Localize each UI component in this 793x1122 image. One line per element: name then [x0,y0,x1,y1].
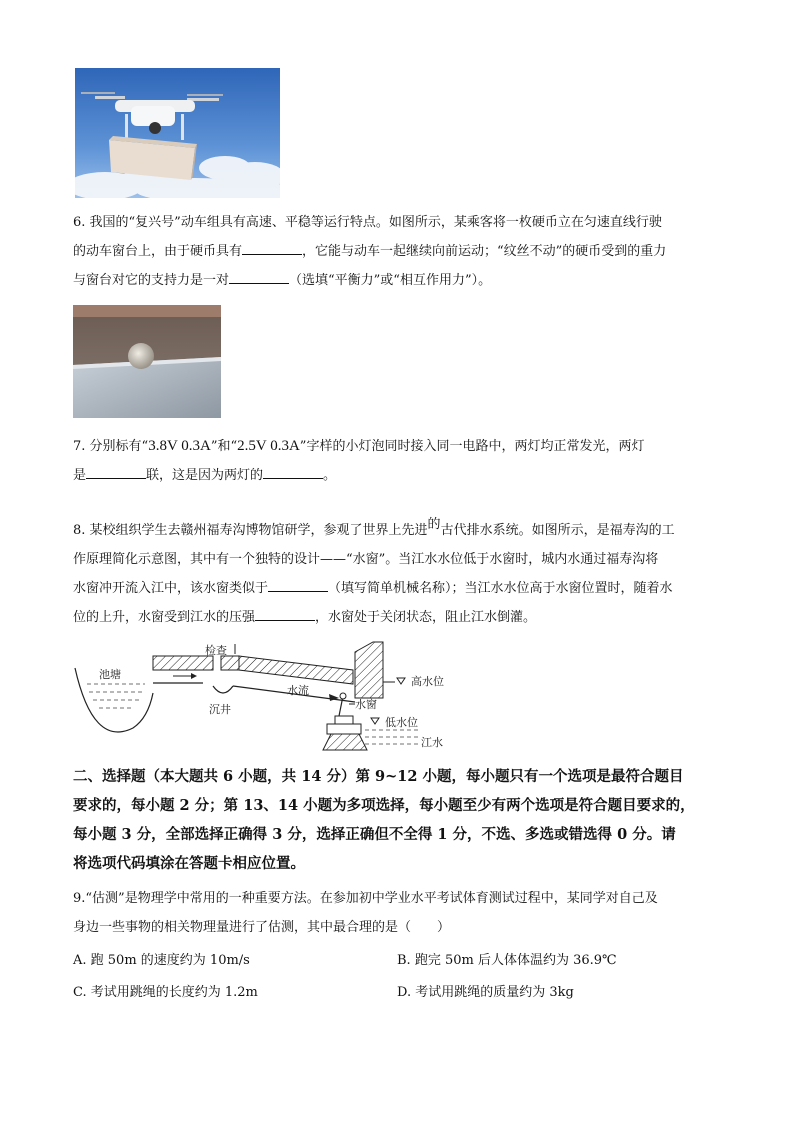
option-d[interactable]: D. 考试用跳绳的质量约为 3kg [397,985,574,1000]
coin-photo [73,305,221,418]
answer-blank[interactable] [263,464,323,479]
section-2-line-1: 二、选择题（本大题共 6 小题，共 14 分）第 9~12 小题，每小题只有一个选项是最符合题目 [73,768,684,785]
drone-photo [75,68,280,198]
q8-text: （填写简单机械名称）；当江水水位高于水窗位置时，随着水 [328,581,673,596]
q7-line-2 [73,461,723,490]
q8-line-1 [73,510,723,545]
section-2-line-4: 将选项代码填涂在答题卡相应位置。 [73,855,305,872]
q6-line-2 [73,237,723,266]
lamp-spec-2: 2.5V 0.3A [237,438,300,454]
section-2-line-2: 要求的，每小题 2 分；第 13、14 小题为多项选择，每小题至少有两个选项是符合题目要求的， [73,797,695,814]
q6-text: ，它能与动车一起继续向前运动；“纹丝不动”的硬币受到的重力 [302,244,667,259]
answer-blank[interactable] [255,606,315,621]
section-2-instructions [73,762,733,878]
answer-blank[interactable] [229,269,289,284]
river-label: 江水 [421,736,443,749]
q6-text: 与窗台对它的支持力是一对 [73,273,230,288]
low-level-label: 低水位 [385,716,418,729]
high-level-label: 高水位 [411,675,444,688]
question-9 [73,884,733,942]
answer-blank[interactable] [242,240,302,255]
question-7 [73,432,723,490]
q8-line-2: 作原理简化示意图，其中有一个独特的设计——“水窗”。当江水水位低于水窗时，城内水通过福寿沟将 [73,552,659,567]
question-8 [73,510,723,632]
q6-line-3 [73,266,723,295]
inspect-label: 检查 [205,644,227,657]
q6-text: 的动车窗台上，由于硬币具有 [73,244,243,259]
drainage-diagram [73,638,473,753]
q7-line-1 [73,432,723,461]
answer-blank[interactable] [86,464,146,479]
q7-text: 是 [73,468,87,483]
q7-text: ”字样的小灯泡同时接入同一电路中，两灯均正常发光，两灯 [299,439,645,454]
q8-text: 8. 某校组织学生去赣州福寿沟博物馆研学，参观了世界上先进 [73,523,428,538]
q8-text: ，水窗处于关闭状态，阻止江水倒灌。 [315,610,537,625]
q7-text: 。 [323,468,337,483]
q8-text-raised: 的 [427,517,441,532]
answer-blank[interactable] [268,577,328,592]
option-b[interactable]: B. 跑完 50m 后人体体温约为 36.9℃ [397,953,617,968]
q8-line-3 [73,574,723,603]
q8-text: 古代排水系统。如图所示，是福寿沟的工 [440,523,675,538]
q8-text: 位的上升，水窗受到江水的压强 [73,610,256,625]
q6-text: （选填“平衡力”或“相互作用力”）。 [289,273,492,288]
q7-text: 联，这是因为两灯的 [146,468,264,483]
lamp-spec-1: 3.8V 0.3A [148,438,211,454]
q6-line-1: 6. 我国的“复兴号”动车组具有高速、平稳等运行特点。如图所示，某乘客将一枚硬币立在匀速直线行驶 [73,215,662,230]
option-c[interactable]: C. 考试用跳绳的长度约为 1.2m [73,985,258,1000]
q9-line-2: 身边一些事物的相关物理量进行了估测，其中最合理的是（ ） [73,920,451,935]
flow-label: 水流 [287,684,309,697]
section-2-line-3: 每小题 3 分，全部选择正确得 3 分，选择正确但不全得 1 分，不选、多选或错选得 0 分。请 [73,826,676,843]
q8-text: 水窗冲开流入江中，该水窗类似于 [73,581,269,596]
option-a[interactable]: A. 跑 50m 的速度约为 10m/s [73,953,250,968]
q8-line-4 [73,603,723,632]
window-label: 水窗 [355,698,377,711]
q9-line-1: 9.“估测”是物理学中常用的一种重要方法。在参加初中学业水平考试体育测试过程中，某同学对自己及 [73,891,658,906]
pond-label: 池塘 [99,668,121,681]
q7-text: 7. 分别标有“ [73,439,149,454]
q7-text: ”和“ [210,439,238,454]
question-6 [73,208,723,295]
well-label: 沉井 [209,703,231,716]
